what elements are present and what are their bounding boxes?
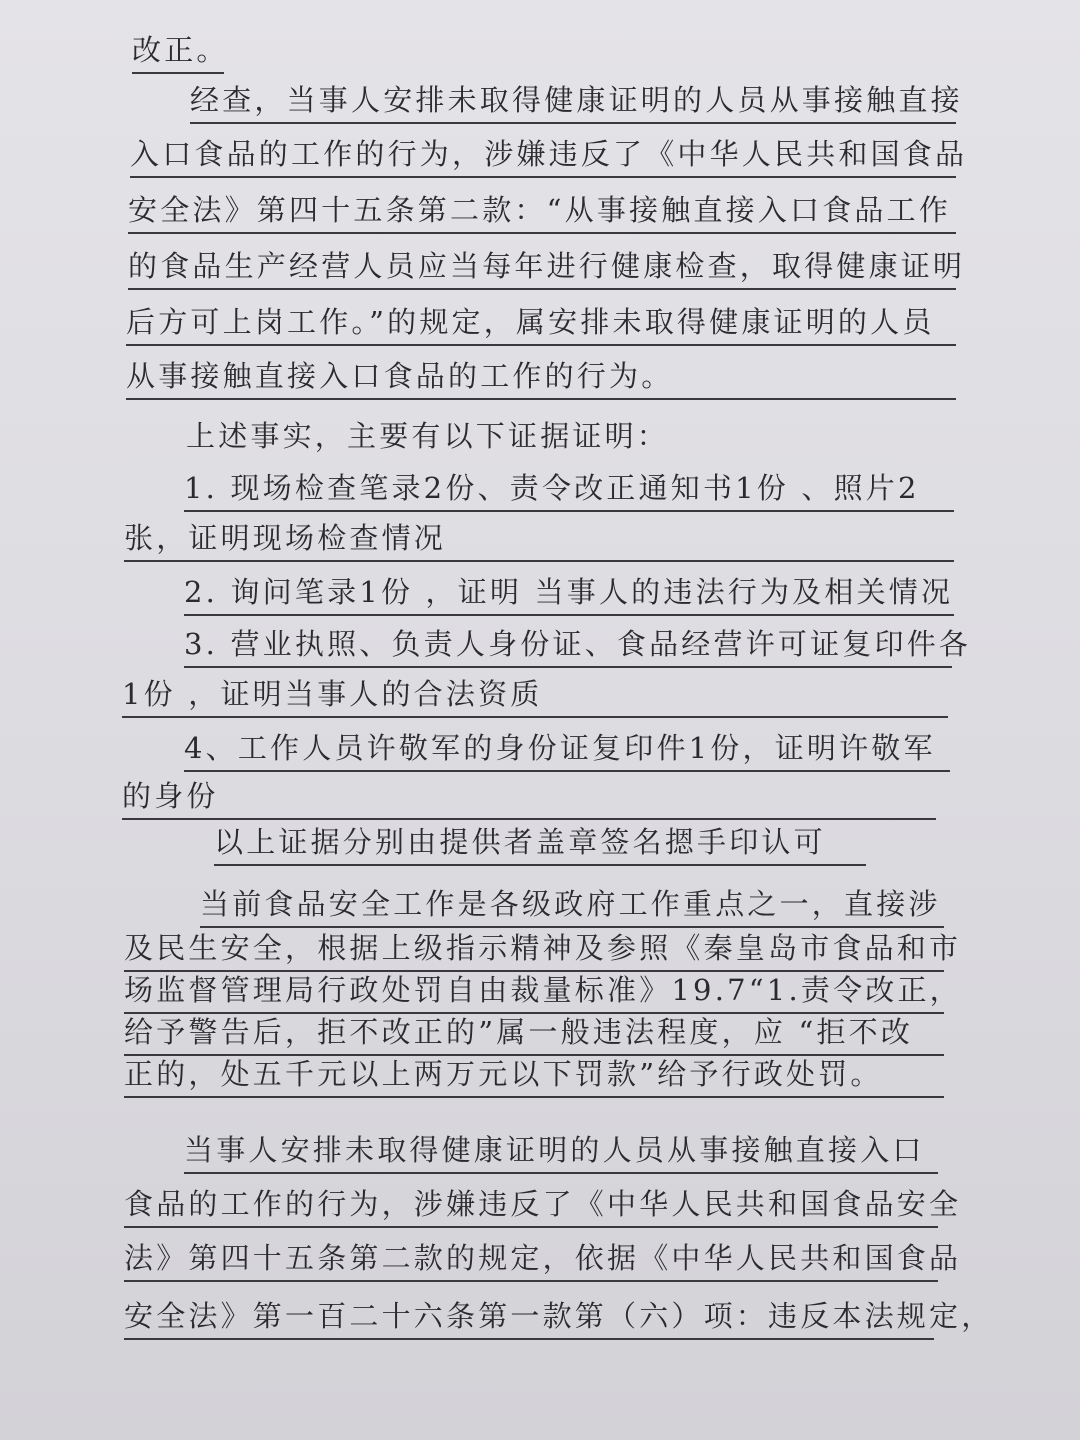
text-line: 给予警告后，拒不改正的”属一般违法程度，应 “拒不改 — [124, 1012, 944, 1056]
text-line: 当事人安排未取得健康证明的人员从事接触直接入口 — [184, 1130, 938, 1174]
text-line: 以上证据分别由提供者盖章签名摁手印认可 — [214, 822, 866, 866]
text-line: 4、工作人员许敬军的身份证复印件1份，证明许敬军 — [184, 728, 950, 772]
text-line: 的食品生产经营人员应当每年进行健康检查，取得健康证明 — [128, 246, 956, 290]
text-line: 当前食品安全工作是各级政府工作重点之一，直接涉 — [200, 884, 944, 928]
text-line: 从事接触直接入口食品的工作的行为。 — [126, 356, 956, 400]
text-line: 3. 营业执照、负责人身份证、食品经营许可证复印件各 — [184, 624, 952, 668]
text-line: 1份 ，证明当事人的合法资质 — [122, 674, 948, 718]
text-line: 2. 询问笔录1份 ，证明 当事人的违法行为及相关情况 — [184, 572, 954, 616]
text-line: 法》第四十五条第二款的规定，依据《中华人民共和国食品 — [124, 1238, 938, 1282]
text-line: 1. 现场检查笔录2份、责令改正通知书1份 、照片2 — [184, 468, 954, 512]
text-line: 的身份 — [122, 776, 936, 820]
text-line: 后方可上岗工作。”的规定，属安排未取得健康证明的人员 — [126, 302, 956, 346]
text-line: 经查，当事人安排未取得健康证明的人员从事接触直接 — [190, 80, 956, 124]
text-line: 改正。 — [132, 30, 224, 74]
text-line: 安全法》第一百二十六条第一款第（六）项：违反本法规定， — [124, 1296, 934, 1340]
text-line: 场监督管理局行政处罚自由裁量标准》19.7“1.责令改正， — [124, 970, 944, 1014]
text-line: 张，证明现场检查情况 — [124, 518, 954, 562]
text-line: 正的，处五千元以上两万元以下罚款”给予行政处罚。 — [124, 1054, 944, 1098]
text-line: 食品的工作的行为，涉嫌违反了《中华人民共和国食品安全 — [124, 1184, 938, 1228]
text-line: 入口食品的工作的行为，涉嫌违反了《中华人民共和国食品 — [130, 134, 956, 178]
text-line: 及民生安全，根据上级指示精神及参照《秦皇岛市食品和市 — [124, 928, 944, 972]
text-line: 上述事实，主要有以下证据证明： — [186, 419, 670, 453]
text-line: 安全法》第四十五条第二款：“从事接触直接入口食品工作 — [128, 190, 956, 234]
